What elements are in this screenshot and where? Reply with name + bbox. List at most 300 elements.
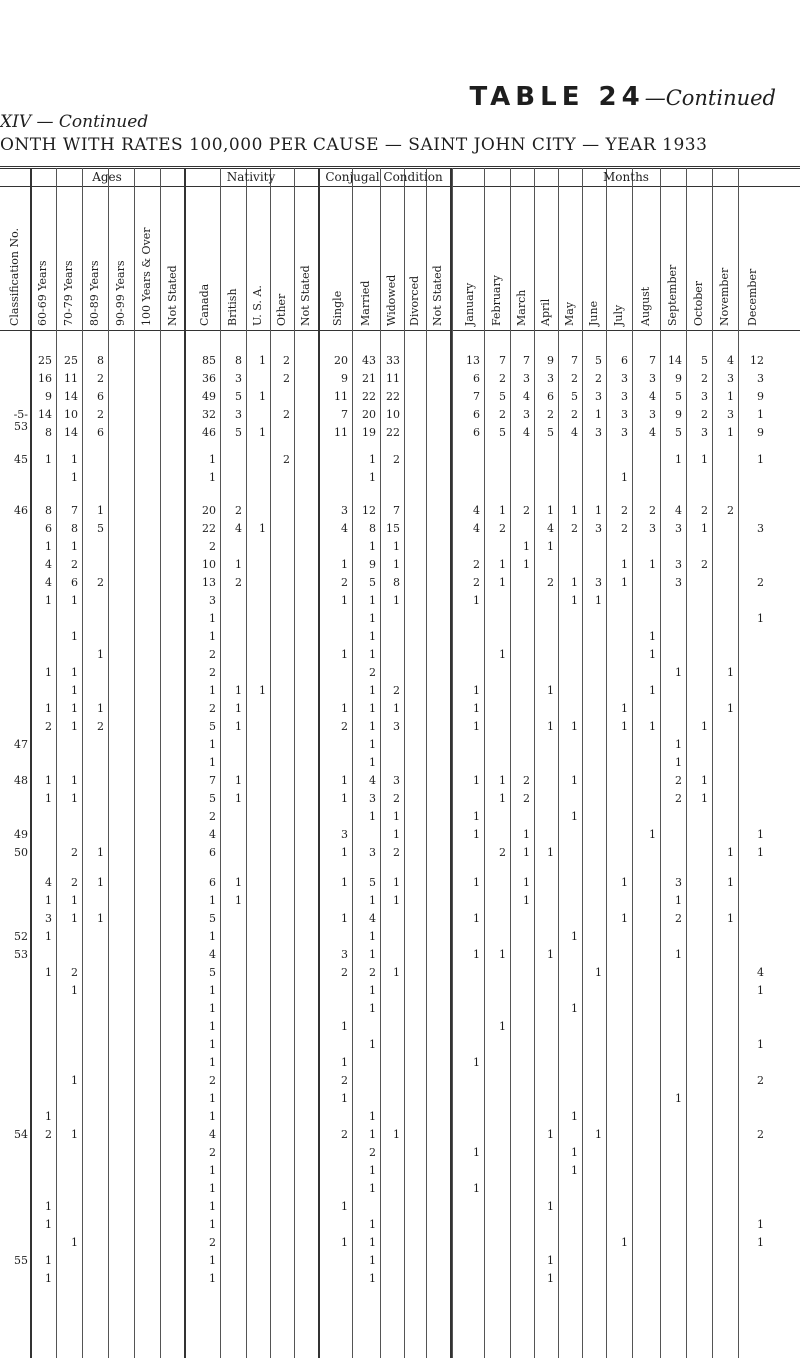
table-cell: 3 (675, 522, 682, 535)
table-cell: 1 (71, 984, 78, 997)
table-cell: 5 (97, 522, 104, 535)
col-head-60-69-years: 60-69 Years (36, 260, 49, 326)
table-cell: 1 (649, 558, 656, 571)
table-cell: 4 (209, 1128, 216, 1141)
col-head-november: November (718, 267, 731, 326)
table-cell: 1 (45, 774, 52, 787)
col-head-70-79-years: 70-79 Years (62, 260, 75, 326)
table-cell: 4 (235, 522, 242, 535)
column-divider (452, 168, 453, 1358)
table-cell: 1 (369, 894, 376, 907)
table-cell: 1 (259, 522, 266, 535)
table-cell: 1 (571, 810, 578, 823)
column-divider (82, 168, 83, 1358)
table-cell: 1 (499, 576, 506, 589)
table-cell: 9 (757, 390, 764, 403)
table-cell: 1 (97, 702, 104, 715)
table-cell: 1 (523, 876, 530, 889)
table-cell: 1 (341, 594, 348, 607)
column-divider (510, 168, 511, 1358)
table-cell: 7 (393, 504, 400, 517)
table-cell: 1 (369, 630, 376, 643)
table-cell: 2 (523, 774, 530, 787)
column-divider (632, 168, 633, 1358)
table-cell: 1 (369, 948, 376, 961)
table-cell: 1 (621, 471, 628, 484)
table-cell: 1 (621, 912, 628, 925)
table-cell: 9 (675, 408, 682, 421)
group-ages: Ages (92, 170, 122, 184)
table-cell: 1 (369, 453, 376, 466)
column-divider (426, 168, 427, 1358)
table-cell: 7 (523, 354, 530, 367)
table-cell: 1 (71, 702, 78, 715)
table-cell: 1 (369, 810, 376, 823)
table-cell: 1 (393, 540, 400, 553)
table-cell: 3 (595, 426, 602, 439)
table-cell: 2 (675, 912, 682, 925)
table-cell: 12 (750, 354, 764, 367)
table-cell: 8 (97, 354, 104, 367)
table-cell: 2 (71, 846, 78, 859)
table-cell: 2 (393, 453, 400, 466)
column-divider (294, 168, 295, 1358)
table-cell: 5 (369, 876, 376, 889)
table-cell: 1 (393, 894, 400, 907)
table-cell: 4 (757, 966, 764, 979)
table-cell: 9 (547, 354, 554, 367)
table-cell: 1 (701, 792, 708, 805)
group-nativity: Nativity (226, 170, 276, 184)
table-cell: 21 (362, 372, 376, 385)
table-cell: 6 (547, 390, 554, 403)
table-cell: 1 (621, 576, 628, 589)
table-cell: 3 (235, 372, 242, 385)
table-cell: 3 (235, 408, 242, 421)
table-cell: 1 (595, 408, 602, 421)
table-cell: 11 (334, 426, 348, 439)
table-cell: 6 (473, 426, 480, 439)
table-cell: 3 (523, 372, 530, 385)
col-head-british: British (226, 288, 239, 326)
table-cell: 1 (341, 1020, 348, 1033)
top-rule (0, 166, 800, 167)
table-cell: 14 (668, 354, 682, 367)
table-cell: 3 (727, 372, 734, 385)
table-cell: 2 (547, 576, 554, 589)
table-cell: 5 (595, 354, 602, 367)
table-cell: 1 (235, 894, 242, 907)
table-cell: 1 (757, 1218, 764, 1231)
table-cell: 2 (523, 504, 530, 517)
column-divider (380, 168, 381, 1358)
table-cell: 1 (71, 1128, 78, 1141)
table-cell: 7 (341, 408, 348, 421)
table-cell: 2 (393, 846, 400, 859)
table-cell: 1 (595, 1128, 602, 1141)
table-cell: 1 (97, 504, 104, 517)
table-cell: 1 (369, 1110, 376, 1123)
table-cell: 1 (369, 1038, 376, 1051)
column-divider (270, 168, 271, 1358)
table-cell: 7 (209, 774, 216, 787)
table-cell: 1 (675, 666, 682, 679)
table-cell: 1 (369, 1164, 376, 1177)
table-cell: 14 (64, 426, 78, 439)
table-cell: 9 (369, 558, 376, 571)
group-rule (0, 186, 800, 187)
column-divider (738, 168, 739, 1358)
table-cell: 1 (235, 792, 242, 805)
table-cell: 1 (727, 876, 734, 889)
table-cell: 3 (727, 408, 734, 421)
table-cell: 3 (621, 408, 628, 421)
table-cell: 3 (675, 558, 682, 571)
table-cell: 1 (341, 912, 348, 925)
table-cell: 1 (473, 720, 480, 733)
table-cell: 1 (369, 984, 376, 997)
table-cell: 1 (45, 894, 52, 907)
table-cell: 3 (209, 594, 216, 607)
table-cell: 1 (45, 702, 52, 715)
table-cell: 6 (473, 408, 480, 421)
table-cell: 1 (209, 453, 216, 466)
table-cell: 1 (71, 792, 78, 805)
column-divider (404, 168, 405, 1358)
table-cell: 3 (621, 372, 628, 385)
table-cell: 1 (473, 810, 480, 823)
table-cell: 2 (523, 792, 530, 805)
table-cell: 1 (393, 876, 400, 889)
table-cell: 1 (369, 1254, 376, 1267)
table-cell: 1 (675, 453, 682, 466)
table-cell: 2 (341, 720, 348, 733)
table-cell: 2 (71, 966, 78, 979)
table-cell: 6 (97, 390, 104, 403)
table-cell: 4 (341, 522, 348, 535)
table-cell: 2 (547, 408, 554, 421)
table-cell: 1 (499, 1020, 506, 1033)
table-cell: 2 (209, 666, 216, 679)
table-cell: 6 (621, 354, 628, 367)
table-cell: 2 (45, 1128, 52, 1141)
table-cell: 1 (571, 1002, 578, 1015)
table-cell: 8 (45, 504, 52, 517)
table-cell: 1 (701, 774, 708, 787)
table-cell: 46 (202, 426, 216, 439)
table-cell: 1 (45, 1272, 52, 1285)
table-cell: 1 (341, 558, 348, 571)
table-cell: 1 (473, 1146, 480, 1159)
table-cell: 1 (97, 912, 104, 925)
table-cell: 2 (283, 453, 290, 466)
table-cell: 2 (727, 504, 734, 517)
col-head-february: February (490, 275, 503, 326)
table-cell: 2 (649, 504, 656, 517)
table-cell: 1 (757, 846, 764, 859)
table-cell: 1 (757, 828, 764, 841)
table-cell: 10 (64, 408, 78, 421)
table-cell: 5 (209, 792, 216, 805)
table-cell: 1 (675, 948, 682, 961)
table-cell: 5 (235, 426, 242, 439)
table-cell: 1 (235, 876, 242, 889)
table-cell: 1 (209, 1164, 216, 1177)
table-cell: 1 (259, 390, 266, 403)
table-cell: 1 (595, 504, 602, 517)
table-cell: 5 (675, 426, 682, 439)
table-cell: 1 (209, 1092, 216, 1105)
table-cell: 1 (209, 1182, 216, 1195)
table-cell: 5 (547, 426, 554, 439)
table-cell: 1 (235, 720, 242, 733)
table-cell: 1 (675, 756, 682, 769)
table-cell: 5 (499, 426, 506, 439)
table-cell: 1 (571, 1164, 578, 1177)
table-cell: 2 (499, 372, 506, 385)
table-cell: 3 (393, 774, 400, 787)
table-cell: 3 (369, 846, 376, 859)
column-divider (484, 168, 485, 1358)
col-head-december: December (746, 268, 759, 326)
table-cell: 1 (369, 471, 376, 484)
table-cell: 5 (209, 966, 216, 979)
table-cell: 1 (571, 576, 578, 589)
table-cell: 1 (71, 453, 78, 466)
table-cell: 1 (71, 1236, 78, 1249)
column-divider (712, 168, 713, 1358)
table-cell: 4 (473, 504, 480, 517)
table-cell: 33 (386, 354, 400, 367)
table-cell: 1 (473, 1056, 480, 1069)
table-cell: 4 (649, 426, 656, 439)
table-cell: 1 (547, 948, 554, 961)
table-cell: 3 (701, 390, 708, 403)
group-conjugal: Conjugal Condition (325, 170, 443, 184)
table-cell: 8 (235, 354, 242, 367)
table-cell: 5 (701, 354, 708, 367)
table-cell: 2 (71, 876, 78, 889)
table-cell: 20 (362, 408, 376, 421)
table-cell: 1 (341, 1200, 348, 1213)
table-cell: 1 (369, 1236, 376, 1249)
table-cell: 1 (259, 684, 266, 697)
col-head-january: January (463, 282, 476, 326)
table-cell: 1 (701, 720, 708, 733)
table-cell: 1 (547, 1128, 554, 1141)
table-cell: 8 (71, 522, 78, 535)
table-cell: 1 (369, 612, 376, 625)
table-cell: 6 (45, 522, 52, 535)
table-cell: 1 (71, 720, 78, 733)
table-cell: 11 (386, 372, 400, 385)
table-cell: 22 (362, 390, 376, 403)
table-cell: 5 (499, 390, 506, 403)
table-cell: 1 (571, 930, 578, 943)
table-cell: 1 (393, 558, 400, 571)
table-cell: 4 (547, 522, 554, 535)
table-cell: 1 (45, 930, 52, 943)
table-cell: 1 (209, 894, 216, 907)
table-cell: 16 (38, 372, 52, 385)
table-cell: 1 (71, 912, 78, 925)
table-cell: 1 (341, 1056, 348, 1069)
table-cell: 1 (45, 966, 52, 979)
table-cell: 1 (209, 984, 216, 997)
table-cell: 2 (209, 1236, 216, 1249)
col-head-divorced: Divorced (408, 275, 421, 326)
table-cell: 3 (675, 876, 682, 889)
table-cell: 1 (71, 666, 78, 679)
table-cell: 3 (341, 948, 348, 961)
table-cell: 2 (235, 504, 242, 517)
table-cell: 2 (97, 720, 104, 733)
table-cell: 1 (45, 1110, 52, 1123)
table-cell: 1 (45, 1218, 52, 1231)
table-cell: 1 (393, 594, 400, 607)
table-cell: 7 (499, 354, 506, 367)
table-cell: 1 (209, 1056, 216, 1069)
table-cell: 4 (523, 390, 530, 403)
table-cell: 1 (547, 1200, 554, 1213)
table-cell: 1 (547, 846, 554, 859)
table-cell: 3 (341, 828, 348, 841)
table-cell: 5 (209, 720, 216, 733)
table-cell: 2 (473, 558, 480, 571)
table-cell: 3 (757, 522, 764, 535)
table-cell: 1 (45, 1200, 52, 1213)
column-divider (108, 168, 109, 1358)
table-cell: 1 (621, 558, 628, 571)
table-cell: 3 (523, 408, 530, 421)
table-cell: 9 (45, 390, 52, 403)
table-cell: 4 (209, 828, 216, 841)
table-cell: 3 (649, 408, 656, 421)
table-cell: 2 (341, 1074, 348, 1087)
table-cell: 1 (473, 594, 480, 607)
table-cell: 1 (209, 930, 216, 943)
col-head-july: July (612, 304, 625, 326)
row-classification: 50 (14, 846, 28, 859)
table-cell: 1 (649, 648, 656, 661)
table-cell: 5 (571, 390, 578, 403)
table-cell: 1 (621, 1236, 628, 1249)
row-classification: 46 (14, 504, 28, 517)
table-cell: 32 (202, 408, 216, 421)
col-head-80-89-years: 80-89 Years (88, 260, 101, 326)
table-cell: 2 (209, 1074, 216, 1087)
table-cell: 4 (369, 774, 376, 787)
table-cell: 1 (393, 1128, 400, 1141)
col-head-not-stated: Not Stated (431, 265, 444, 326)
table-cell: 1 (523, 558, 530, 571)
table-cell: 1 (499, 948, 506, 961)
table-cell: 6 (209, 876, 216, 889)
table-cell: 1 (675, 738, 682, 751)
table-cell: 1 (369, 1272, 376, 1285)
table-cell: 1 (235, 702, 242, 715)
table-cell: 2 (369, 666, 376, 679)
table-cell: 1 (393, 828, 400, 841)
table-cell: 2 (393, 684, 400, 697)
col-head-april: April (539, 298, 552, 326)
table-cell: 1 (727, 390, 734, 403)
table-cell: 2 (283, 354, 290, 367)
table-cell: 1 (621, 876, 628, 889)
table-cell: 1 (571, 774, 578, 787)
table-cell: 1 (757, 612, 764, 625)
title-continued: —Continued (644, 86, 776, 110)
table-cell: 3 (547, 372, 554, 385)
col-head-september: September (666, 264, 679, 326)
table-cell: 2 (757, 1074, 764, 1087)
table-cell: 2 (595, 372, 602, 385)
table-cell: 1 (209, 1002, 216, 1015)
col-head-100-years-over: 100 Years & Over (140, 227, 153, 326)
column-divider (160, 168, 161, 1358)
row-classification: 45 (14, 453, 28, 466)
table-cell: 49 (202, 390, 216, 403)
table-cell: 2 (499, 522, 506, 535)
table-cell: 1 (45, 453, 52, 466)
table-cell: 4 (209, 948, 216, 961)
table-cell: 3 (45, 912, 52, 925)
table-cell: 25 (64, 354, 78, 367)
table-cell: 1 (369, 684, 376, 697)
col-head-not-stated: Not Stated (299, 265, 312, 326)
table-cell: 2 (97, 576, 104, 589)
table-cell: 1 (547, 540, 554, 553)
table-cell: 9 (341, 372, 348, 385)
col-head-widowed: Widowed (385, 274, 398, 326)
table-cell: 1 (209, 612, 216, 625)
group-months: Months (603, 170, 649, 184)
table-cell: 1 (341, 702, 348, 715)
table-cell: 4 (45, 576, 52, 589)
table-cell: 6 (209, 846, 216, 859)
table-cell: 2 (701, 504, 708, 517)
table-cell: 1 (675, 894, 682, 907)
table-cell: 2 (209, 648, 216, 661)
table-cell: 2 (701, 372, 708, 385)
table-cell: 2 (701, 558, 708, 571)
table-cell: 1 (571, 504, 578, 517)
table-cell: 6 (71, 576, 78, 589)
table-cell: 1 (595, 966, 602, 979)
table-cell: 1 (523, 894, 530, 907)
table-cell: 1 (727, 912, 734, 925)
table-cell: 1 (649, 720, 656, 733)
row-classification: 49 (14, 828, 28, 841)
table-cell: 3 (595, 522, 602, 535)
table-cell: 1 (71, 630, 78, 643)
header-rule (0, 330, 800, 331)
table-cell: 1 (235, 684, 242, 697)
table-cell: 2 (571, 522, 578, 535)
col-head-not-stated: Not Stated (166, 265, 179, 326)
table-cell: 2 (757, 1128, 764, 1141)
table-cell: 1 (523, 540, 530, 553)
table-cell: 1 (369, 648, 376, 661)
table-cell: 2 (235, 576, 242, 589)
table-cell: 8 (393, 576, 400, 589)
table-cell: 1 (209, 1110, 216, 1123)
table-cell: 2 (341, 1128, 348, 1141)
table-cell: 15 (386, 522, 400, 535)
table-cell: 1 (97, 846, 104, 859)
section-subtitle: XIV — Continued (0, 112, 149, 132)
table-cell: 1 (209, 471, 216, 484)
